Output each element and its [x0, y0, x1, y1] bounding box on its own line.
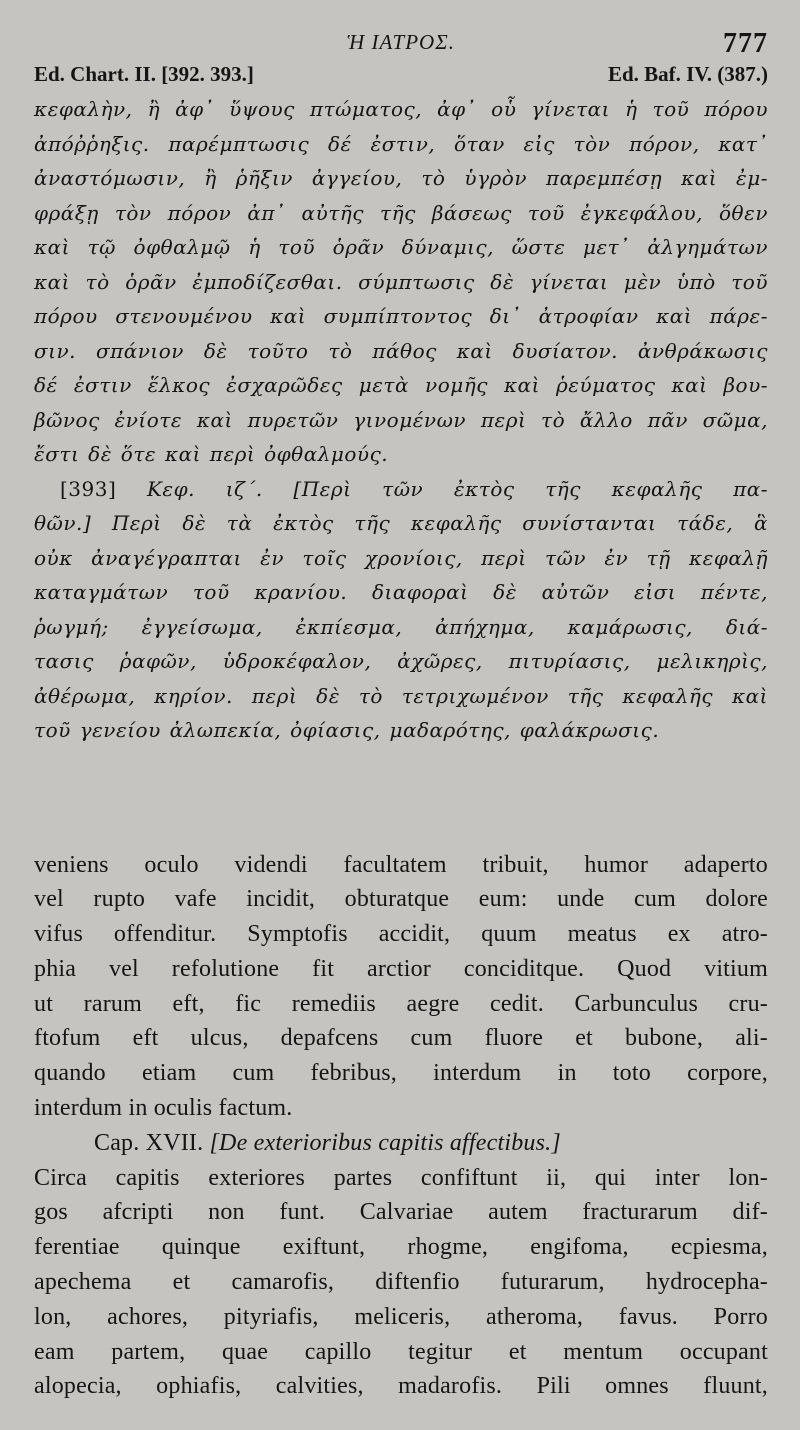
greek-chapter-label: Κεφ. ιζ΄. — [146, 476, 263, 501]
greek-text-block — [34, 92, 768, 748]
greek-line: ἀναστόμωσιν, ἢ ῥῆξιν ἀγγείου, τὸ ὑγρὸν παρεμπέσῃ καὶ ἐμ- — [34, 166, 768, 190]
greek-chapter-heading — [34, 472, 768, 507]
greek-line: βῶνος ἐνίοτε καὶ πυρετῶν γινομένων περὶ τὸ ἄλλο πᾶν σῶμα, — [34, 407, 768, 432]
latin-line: Circa capitis exteriores partes confiftunt ii, qui inter lon- — [34, 1164, 768, 1191]
latin-text-block — [34, 848, 768, 1405]
column-gap — [34, 748, 768, 848]
greek-line: καὶ τῷ ὀφθαλμῷ ἡ τοῦ ὁρᾶν δύναμις, ὥστε μετ᾽ ἀλγημάτων — [34, 235, 768, 259]
greek-line: τοῦ γενείου ἀλωπεκία, ὀφίασις, μαδαρότης, φαλάκρωσις. — [34, 718, 660, 742]
greek-line: ἀθέρωμα, κηρίον. περὶ δὲ τὸ τετριχωμένον τῆς κεφαλῆς καὶ — [34, 683, 768, 708]
latin-line: phia vel refolutione fit arctior conciditque. Quod vitium — [34, 955, 768, 982]
page-number: 777 — [723, 28, 768, 59]
greek-line: θῶν.] Περὶ δὲ τὰ ἐκτὸς τῆς κεφαλῆς συνίστανται τάδε, ἃ — [34, 511, 768, 535]
greek-line: οὐκ ἀναγέγραπται ἐν τοῖς χρονίοις, περὶ τῶν ἐν τῇ κεφαλῇ — [34, 545, 768, 570]
greek-line: τασις ῥαφῶν, ὑδροκέφαλον, ἀχῶρες, πιτυρίασις, μελικηρὶς, — [34, 649, 768, 673]
greek-line: δέ ἐστιν ἕλκος ἐσχαρῶδες μετὰ νομῆς καὶ ῥεύματος καὶ βου- — [34, 373, 768, 397]
edition-basel-reference: Ed. Baf. IV. (387.) — [607, 62, 768, 86]
latin-line: ferentiae quinque exiftunt, rhogme, engifoma, ecpiesma, — [34, 1234, 768, 1261]
latin-chapter-heading — [34, 1126, 768, 1161]
latin-chapter-title: [De exterioribus capitis affectibus.] — [209, 1129, 561, 1156]
greek-line: καὶ τὸ ὁρᾶν ἐμποδίζεσθαι. σύμπτωσις δὲ γίνεται μὲν ὑπὸ τοῦ — [34, 269, 768, 294]
latin-line: gos afcripti non funt. Calvariae autem fracturarum dif- — [34, 1199, 768, 1226]
latin-line: alopecia, ophiafis, calvities, madarofis. Pili omnes fluunt, — [34, 1373, 768, 1400]
greek-line: πόρου στενουμένου καὶ συμπίπτοντος δι᾽ ἀτροφίαν καὶ πάρε- — [34, 304, 768, 328]
edition-references — [34, 62, 768, 92]
greek-line: κεφαλὴν, ἢ ἀφ᾽ ὕψους πτώματος, ἀφ᾽ οὗ γίνεται ἡ τοῦ πόρου — [34, 97, 768, 121]
latin-line: ut rarum eft, fic remediis aegre cedit. Carbunculus cru- — [34, 990, 768, 1017]
latin-chapter-label: Cap. XVII. — [94, 1129, 204, 1156]
running-head — [34, 0, 768, 59]
latin-line: apechema et camarofis, diftenfio futurarum, hydrocepha- — [34, 1269, 768, 1296]
latin-line: lon, achores, pityriafis, meliceris, atheroma, favus. Porro — [34, 1303, 768, 1330]
greek-line: ἀπόῤῥηξις. παρέμπτωσις δέ ἐστιν, ὅταν εἰς τὸν πόρον, κατ᾽ — [34, 131, 768, 156]
latin-line: quando etiam cum febribus, interdum in toto corpore, — [34, 1060, 768, 1087]
running-title: Ἡ ΙΑΤΡΟΣ. — [347, 30, 455, 54]
edition-chart-reference: Ed. Chart. II. [392. 393.] — [34, 62, 254, 86]
greek-line: ἔστι δὲ ὅτε καὶ περὶ ὀφθαλμούς. — [34, 442, 389, 466]
greek-line: φράξῃ τὸν πόρον ἀπ᾽ αὐτῆς τῆς βάσεως τοῦ ἐγκεφάλου, ὅθεν — [34, 200, 768, 225]
section-marker: [393] — [60, 476, 117, 501]
greek-line: σιν. σπάνιον δὲ τοῦτο τὸ πάθος καὶ δυσίατον. ἀνθράκωσις — [34, 338, 768, 363]
latin-line: interdum in oculis factum. — [34, 1095, 293, 1122]
latin-line: vel rupto vafe incidit, obturatque eum: unde cum dolore — [34, 886, 768, 913]
latin-line: veniens oculo videndi facultatem tribuit, humor adaperto — [34, 851, 768, 878]
greek-line: ῥωγμή; ἐγγείσωμα, ἐκπίεσμα, ἀπήχημα, καμάρωσις, διά- — [34, 614, 768, 639]
latin-line: ftofum eft ulcus, depafcens cum fluore et bubone, ali- — [34, 1025, 768, 1052]
greek-chapter-title: [Περὶ τῶν ἐκτὸς τῆς κεφαλῆς πα- — [293, 476, 768, 501]
latin-line: vifus offenditur. Symptofis accidit, quum meatus ex atro- — [34, 921, 768, 948]
greek-line: καταγμάτων τοῦ κρανίου. διαφοραὶ δὲ αὐτῶν εἰσι πέντε, — [34, 580, 768, 604]
latin-line: eam partem, quae capillo tegitur et mentum occupant — [34, 1338, 768, 1365]
